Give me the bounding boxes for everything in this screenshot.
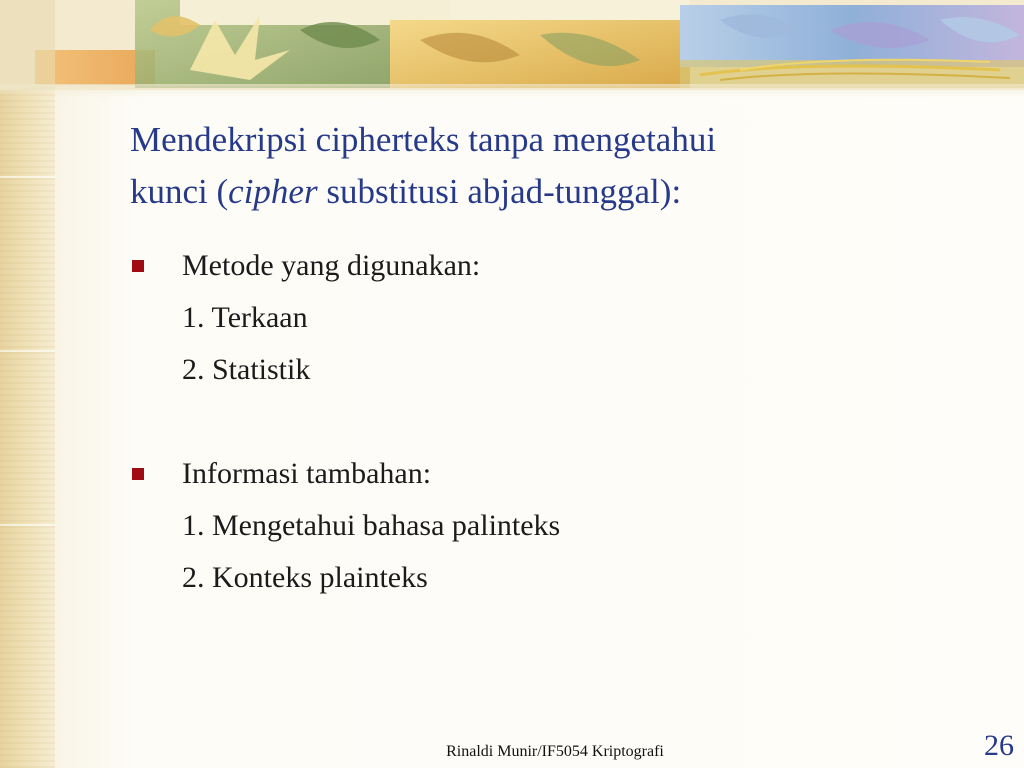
title-line-1: Mendekripsi cipherteks tanpa mengetahui [130,120,717,159]
sub-item: 2. Konteks plainteks [182,561,428,594]
bullet-group [130,448,990,604]
bullet-group [130,240,990,396]
slide-content [130,240,990,604]
page-number: 26 [984,729,1014,762]
bullet-item [130,240,990,292]
slide-footer: Rinaldi Munir/IF5054 Kriptografi [446,743,664,760]
title-line-2-suffix: substitusi abjad-tunggal): [317,172,682,211]
bullet-item [130,448,990,500]
left-decorative-strip [0,0,55,768]
banner-fade [0,84,1024,98]
top-decorative-banner [0,0,1024,90]
bullet-label: Informasi tambahan: [182,457,432,490]
title-line-2-prefix: kunci ( [130,172,229,211]
leaf-collage-banner [0,0,1024,90]
sub-item: 1. Terkaan [182,301,308,334]
slide-title [130,114,990,218]
strip-seam [0,176,55,178]
square-bullet-icon [132,260,144,272]
bullet-label: Metode yang digunakan: [182,249,481,282]
sub-item: 1. Mengetahui bahasa palinteks [182,509,561,542]
strip-seam [0,524,55,526]
sub-item: 2. Statistik [182,353,311,386]
square-bullet-icon [132,468,144,480]
title-italic-word: cipher [228,172,318,211]
strip-seam [0,350,55,352]
